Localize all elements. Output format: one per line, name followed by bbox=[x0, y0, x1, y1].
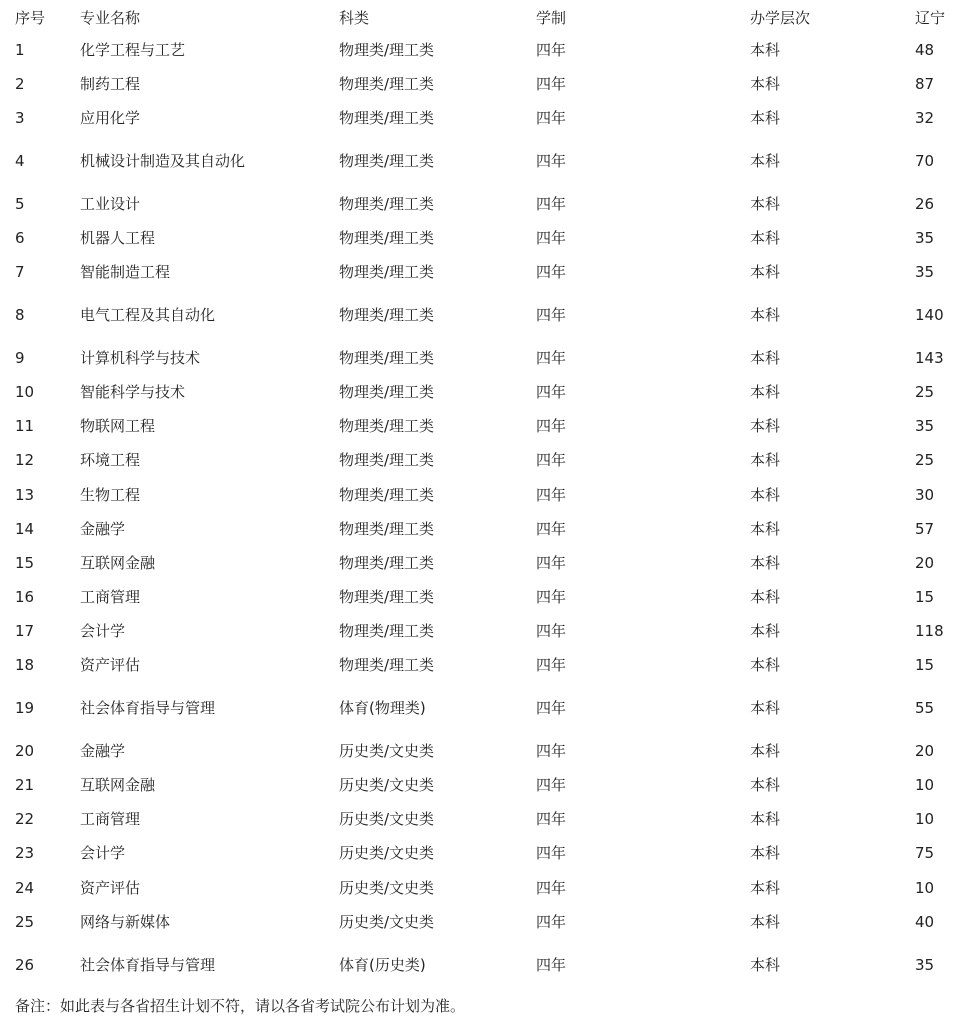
table-row bbox=[0, 72, 959, 96]
cell-duration: 四年 bbox=[536, 75, 567, 93]
cell-index: 12 bbox=[15, 451, 35, 469]
cell-major-name: 互联网金融 bbox=[80, 554, 156, 572]
cell-index: 18 bbox=[15, 656, 35, 674]
cell-index: 6 bbox=[15, 229, 25, 247]
table-row bbox=[0, 739, 959, 763]
cell-duration: 四年 bbox=[536, 306, 567, 324]
cell-index: 10 bbox=[15, 383, 35, 401]
table-row bbox=[0, 38, 959, 62]
cell-liaoning: 26 bbox=[915, 195, 935, 213]
table-row bbox=[0, 149, 959, 173]
table-row bbox=[0, 953, 959, 977]
cell-level: 本科 bbox=[750, 75, 781, 93]
cell-category: 体育(历史类) bbox=[339, 956, 426, 974]
cell-index: 14 bbox=[15, 520, 35, 538]
cell-level: 本科 bbox=[750, 956, 781, 974]
cell-category: 物理类/理工类 bbox=[339, 486, 435, 504]
cell-liaoning: 10 bbox=[915, 879, 935, 897]
cell-duration: 四年 bbox=[536, 879, 567, 897]
cell-category: 物理类/理工类 bbox=[339, 383, 435, 401]
cell-index: 7 bbox=[15, 263, 25, 281]
cell-level: 本科 bbox=[750, 656, 781, 674]
cell-duration: 四年 bbox=[536, 622, 567, 640]
cell-level: 本科 bbox=[750, 152, 781, 170]
cell-level: 本科 bbox=[750, 41, 781, 59]
cell-level: 本科 bbox=[750, 195, 781, 213]
cell-major-name: 工业设计 bbox=[80, 195, 141, 213]
cell-index: 19 bbox=[15, 699, 35, 717]
cell-level: 本科 bbox=[750, 810, 781, 828]
cell-major-name: 物联网工程 bbox=[80, 417, 156, 435]
cell-index: 9 bbox=[15, 349, 25, 367]
cell-level: 本科 bbox=[750, 263, 781, 281]
cell-duration: 四年 bbox=[536, 195, 567, 213]
cell-liaoning: 25 bbox=[915, 383, 935, 401]
cell-liaoning: 143 bbox=[915, 349, 944, 367]
cell-liaoning: 15 bbox=[915, 588, 935, 606]
cell-duration: 四年 bbox=[536, 956, 567, 974]
cell-liaoning: 30 bbox=[915, 486, 935, 504]
cell-index: 23 bbox=[15, 844, 35, 862]
cell-major-name: 机械设计制造及其自动化 bbox=[80, 152, 246, 170]
table-row bbox=[0, 226, 959, 250]
cell-index: 2 bbox=[15, 75, 25, 93]
cell-level: 本科 bbox=[750, 776, 781, 794]
cell-liaoning: 48 bbox=[915, 41, 935, 59]
cell-duration: 四年 bbox=[536, 844, 567, 862]
cell-index: 3 bbox=[15, 109, 25, 127]
cell-major-name: 工商管理 bbox=[80, 810, 141, 828]
cell-liaoning: 35 bbox=[915, 956, 935, 974]
cell-major-name: 互联网金融 bbox=[80, 776, 156, 794]
cell-category: 体育(物理类) bbox=[339, 699, 426, 717]
cell-liaoning: 118 bbox=[915, 622, 944, 640]
cell-category: 历史类/文史类 bbox=[339, 844, 435, 862]
cell-category: 物理类/理工类 bbox=[339, 349, 435, 367]
header-major-name: 专业名称 bbox=[80, 9, 141, 27]
cell-level: 本科 bbox=[750, 588, 781, 606]
cell-index: 5 bbox=[15, 195, 25, 213]
cell-category: 物理类/理工类 bbox=[339, 622, 435, 640]
cell-category: 历史类/文史类 bbox=[339, 913, 435, 931]
cell-major-name: 制药工程 bbox=[80, 75, 141, 93]
cell-major-name: 资产评估 bbox=[80, 656, 141, 674]
cell-category: 历史类/文史类 bbox=[339, 776, 435, 794]
cell-index: 4 bbox=[15, 152, 25, 170]
cell-liaoning: 70 bbox=[915, 152, 935, 170]
cell-major-name: 金融学 bbox=[80, 742, 126, 760]
cell-liaoning: 35 bbox=[915, 417, 935, 435]
cell-level: 本科 bbox=[750, 486, 781, 504]
cell-liaoning: 55 bbox=[915, 699, 935, 717]
cell-major-name: 资产评估 bbox=[80, 879, 141, 897]
cell-duration: 四年 bbox=[536, 776, 567, 794]
cell-duration: 四年 bbox=[536, 417, 567, 435]
cell-index: 1 bbox=[15, 41, 25, 59]
cell-liaoning: 20 bbox=[915, 742, 935, 760]
table-row bbox=[0, 696, 959, 720]
cell-duration: 四年 bbox=[536, 742, 567, 760]
table-row bbox=[0, 380, 959, 404]
cell-category: 物理类/理工类 bbox=[339, 554, 435, 572]
header-index: 序号 bbox=[15, 9, 46, 27]
cell-category: 物理类/理工类 bbox=[339, 75, 435, 93]
cell-duration: 四年 bbox=[536, 486, 567, 504]
cell-liaoning: 35 bbox=[915, 229, 935, 247]
cell-level: 本科 bbox=[750, 844, 781, 862]
cell-level: 本科 bbox=[750, 554, 781, 572]
cell-duration: 四年 bbox=[536, 152, 567, 170]
table-row bbox=[0, 517, 959, 541]
cell-index: 15 bbox=[15, 554, 35, 572]
cell-index: 21 bbox=[15, 776, 35, 794]
cell-category: 历史类/文史类 bbox=[339, 879, 435, 897]
cell-major-name: 网络与新媒体 bbox=[80, 913, 171, 931]
cell-index: 24 bbox=[15, 879, 35, 897]
table-header-row bbox=[0, 6, 959, 30]
cell-duration: 四年 bbox=[536, 554, 567, 572]
cell-index: 8 bbox=[15, 306, 25, 324]
cell-category: 物理类/理工类 bbox=[339, 306, 435, 324]
cell-major-name: 金融学 bbox=[80, 520, 126, 538]
cell-category: 物理类/理工类 bbox=[339, 417, 435, 435]
cell-liaoning: 20 bbox=[915, 554, 935, 572]
cell-category: 物理类/理工类 bbox=[339, 109, 435, 127]
cell-level: 本科 bbox=[750, 742, 781, 760]
table-row bbox=[0, 192, 959, 216]
table-row bbox=[0, 807, 959, 831]
cell-category: 物理类/理工类 bbox=[339, 195, 435, 213]
cell-category: 物理类/理工类 bbox=[339, 41, 435, 59]
cell-level: 本科 bbox=[750, 109, 781, 127]
cell-liaoning: 57 bbox=[915, 520, 935, 538]
cell-major-name: 智能科学与技术 bbox=[80, 383, 186, 401]
header-duration: 学制 bbox=[536, 9, 567, 27]
cell-major-name: 会计学 bbox=[80, 844, 126, 862]
table-row bbox=[0, 841, 959, 865]
cell-index: 16 bbox=[15, 588, 35, 606]
cell-category: 物理类/理工类 bbox=[339, 451, 435, 469]
cell-index: 22 bbox=[15, 810, 35, 828]
cell-index: 26 bbox=[15, 956, 35, 974]
cell-level: 本科 bbox=[750, 699, 781, 717]
table-row bbox=[0, 346, 959, 370]
cell-category: 物理类/理工类 bbox=[339, 588, 435, 606]
table-row bbox=[0, 260, 959, 284]
cell-category: 物理类/理工类 bbox=[339, 152, 435, 170]
cell-major-name: 应用化学 bbox=[80, 109, 141, 127]
cell-level: 本科 bbox=[750, 306, 781, 324]
header-category: 科类 bbox=[339, 9, 370, 27]
cell-duration: 四年 bbox=[536, 699, 567, 717]
table-row bbox=[0, 483, 959, 507]
cell-major-name: 机器人工程 bbox=[80, 229, 156, 247]
cell-liaoning: 10 bbox=[915, 810, 935, 828]
cell-liaoning: 87 bbox=[915, 75, 935, 93]
cell-level: 本科 bbox=[750, 622, 781, 640]
cell-level: 本科 bbox=[750, 417, 781, 435]
cell-level: 本科 bbox=[750, 520, 781, 538]
cell-liaoning: 15 bbox=[915, 656, 935, 674]
cell-duration: 四年 bbox=[536, 520, 567, 538]
cell-duration: 四年 bbox=[536, 810, 567, 828]
cell-duration: 四年 bbox=[536, 109, 567, 127]
cell-duration: 四年 bbox=[536, 588, 567, 606]
cell-duration: 四年 bbox=[536, 41, 567, 59]
cell-liaoning: 10 bbox=[915, 776, 935, 794]
cell-level: 本科 bbox=[750, 383, 781, 401]
cell-duration: 四年 bbox=[536, 913, 567, 931]
cell-index: 11 bbox=[15, 417, 35, 435]
table-row bbox=[0, 619, 959, 643]
cell-index: 25 bbox=[15, 913, 35, 931]
cell-duration: 四年 bbox=[536, 451, 567, 469]
cell-category: 物理类/理工类 bbox=[339, 229, 435, 247]
cell-duration: 四年 bbox=[536, 383, 567, 401]
cell-liaoning: 25 bbox=[915, 451, 935, 469]
cell-level: 本科 bbox=[750, 913, 781, 931]
cell-index: 17 bbox=[15, 622, 35, 640]
footnote: 备注：如此表与各省招生计划不符，请以各省考试院公布计划为准。 bbox=[15, 997, 466, 1015]
cell-liaoning: 140 bbox=[915, 306, 944, 324]
cell-major-name: 社会体育指导与管理 bbox=[80, 956, 216, 974]
table-row bbox=[0, 773, 959, 797]
cell-major-name: 环境工程 bbox=[80, 451, 141, 469]
cell-major-name: 电气工程及其自动化 bbox=[80, 306, 216, 324]
cell-category: 历史类/文史类 bbox=[339, 742, 435, 760]
table-row bbox=[0, 414, 959, 438]
cell-level: 本科 bbox=[750, 879, 781, 897]
cell-liaoning: 75 bbox=[915, 844, 935, 862]
cell-major-name: 生物工程 bbox=[80, 486, 141, 504]
cell-level: 本科 bbox=[750, 349, 781, 367]
cell-index: 13 bbox=[15, 486, 35, 504]
table-row bbox=[0, 448, 959, 472]
table-row bbox=[0, 303, 959, 327]
cell-major-name: 智能制造工程 bbox=[80, 263, 171, 281]
table-row bbox=[0, 585, 959, 609]
cell-category: 历史类/文史类 bbox=[339, 810, 435, 828]
cell-major-name: 化学工程与工艺 bbox=[80, 41, 186, 59]
cell-category: 物理类/理工类 bbox=[339, 656, 435, 674]
cell-liaoning: 32 bbox=[915, 109, 935, 127]
table-row bbox=[0, 106, 959, 130]
cell-category: 物理类/理工类 bbox=[339, 520, 435, 538]
cell-duration: 四年 bbox=[536, 263, 567, 281]
cell-category: 物理类/理工类 bbox=[339, 263, 435, 281]
cell-major-name: 工商管理 bbox=[80, 588, 141, 606]
header-level: 办学层次 bbox=[750, 9, 811, 27]
table-row bbox=[0, 910, 959, 934]
cell-major-name: 会计学 bbox=[80, 622, 126, 640]
cell-major-name: 社会体育指导与管理 bbox=[80, 699, 216, 717]
header-liaoning: 辽宁 bbox=[915, 9, 946, 27]
cell-level: 本科 bbox=[750, 451, 781, 469]
cell-index: 20 bbox=[15, 742, 35, 760]
cell-liaoning: 40 bbox=[915, 913, 935, 931]
cell-liaoning: 35 bbox=[915, 263, 935, 281]
cell-duration: 四年 bbox=[536, 349, 567, 367]
table-row bbox=[0, 876, 959, 900]
table-row bbox=[0, 653, 959, 677]
cell-duration: 四年 bbox=[536, 656, 567, 674]
cell-major-name: 计算机科学与技术 bbox=[80, 349, 201, 367]
table-row bbox=[0, 551, 959, 575]
cell-level: 本科 bbox=[750, 229, 781, 247]
cell-duration: 四年 bbox=[536, 229, 567, 247]
